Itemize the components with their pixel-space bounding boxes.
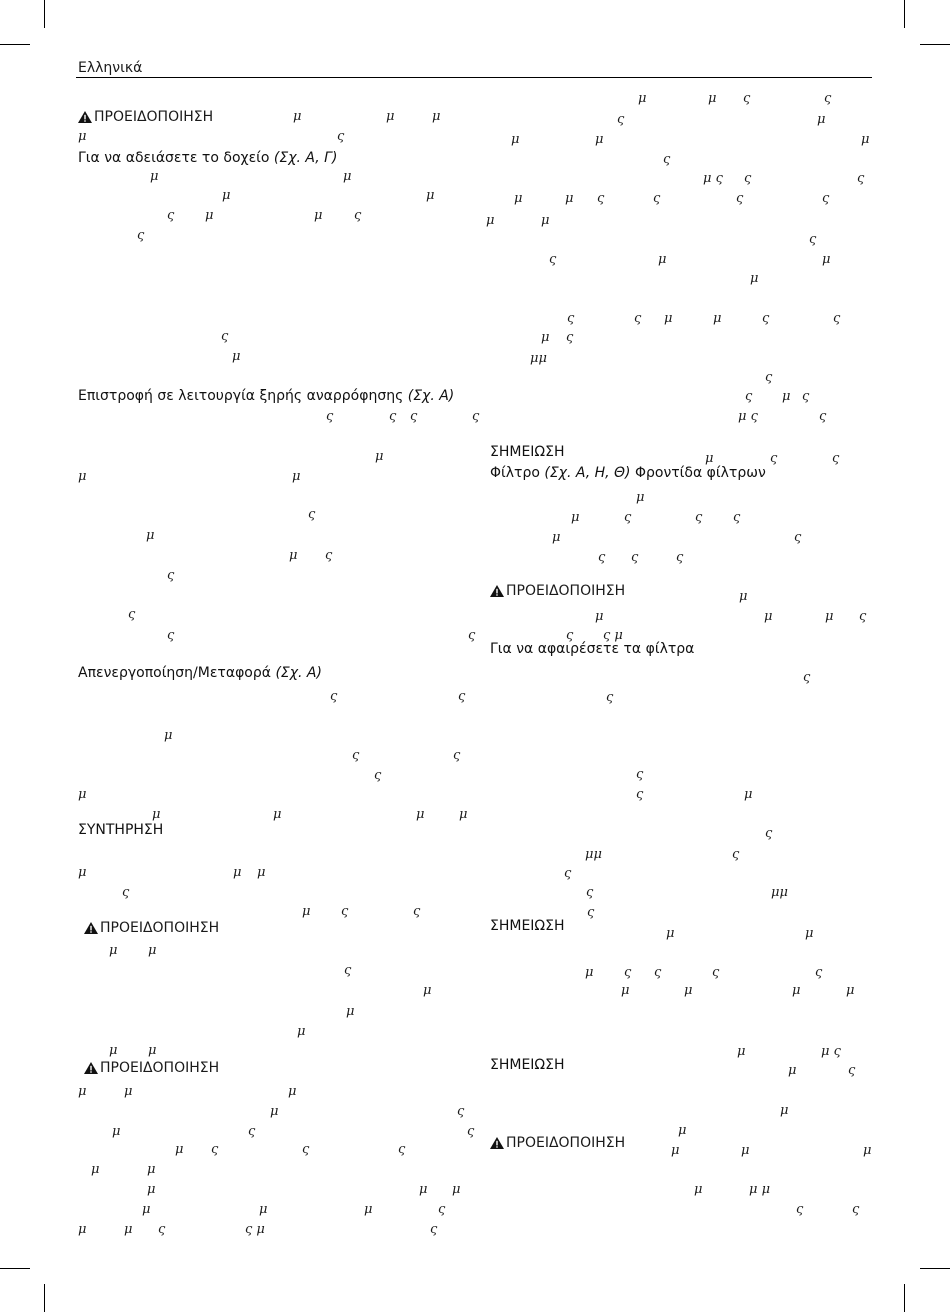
warning-label: ΠΡΟΕΙΔΟΠΟΙΗΣΗ (506, 1135, 626, 1151)
glyph-fragment: ς (337, 129, 345, 144)
glyph-fragment: ς (167, 208, 175, 223)
glyph-fragment: μ (750, 271, 759, 286)
crop-mark (920, 44, 950, 45)
empty-tank-heading: Για να αδειάσετε το δοχείο (Σχ. A, Γ) (78, 150, 338, 166)
glyph-fragment: μ (78, 129, 87, 144)
glyph-fragment: ς (167, 628, 175, 643)
glyph-fragment: μ (426, 188, 435, 203)
glyph-fragment: μ (846, 983, 855, 998)
glyph-fragment: μ (788, 1063, 797, 1078)
glyph-fragment: μ (259, 1202, 268, 1217)
glyph-fragment: μ (822, 252, 831, 267)
glyph-fragment: μ (375, 449, 384, 464)
warning-block (490, 584, 625, 598)
glyph-fragment: ς (695, 510, 703, 525)
glyph-fragment: μ (671, 1143, 680, 1158)
glyph-fragment: μ (741, 1143, 750, 1158)
glyph-fragment: μ (780, 1103, 789, 1118)
glyph-fragment: ς (832, 451, 840, 466)
glyph-fragment: μ (595, 609, 604, 624)
glyph-fragment: ς (815, 965, 823, 980)
glyph-fragment: μ (78, 1222, 87, 1237)
glyph-fragment: ς (122, 885, 130, 900)
glyph-fragment: μ (142, 1202, 151, 1217)
glyph-fragment: μ (222, 188, 231, 203)
glyph-fragment: μ ς (821, 1044, 841, 1059)
glyph-fragment: ς μ (245, 1222, 265, 1237)
glyph-fragment: μ (148, 943, 157, 958)
glyph-fragment: ς (636, 787, 644, 802)
glyph-fragment: ς (389, 409, 397, 424)
glyph-fragment: ς (566, 628, 574, 643)
glyph-fragment: μ (782, 389, 791, 404)
warning-block (78, 110, 213, 124)
glyph-fragment: μμ (585, 847, 602, 862)
glyph-fragment: μ (452, 1182, 461, 1197)
warning-triangle-icon (84, 922, 98, 934)
glyph-fragment: ς (586, 885, 594, 900)
glyph-fragment: μ (805, 926, 814, 941)
glyph-fragment: μ (273, 807, 282, 822)
glyph-fragment: μ (150, 169, 159, 184)
glyph-fragment: ς (587, 905, 595, 920)
glyph-fragment: μ (541, 330, 550, 345)
glyph-fragment: μ μ (749, 1182, 771, 1197)
glyph-fragment: μ (314, 208, 323, 223)
glyph-fragment: μ (595, 132, 604, 147)
glyph-fragment: ς (566, 330, 574, 345)
glyph-fragment: μ (514, 191, 523, 206)
glyph-fragment: μ (585, 965, 594, 980)
glyph-fragment: μ (459, 807, 468, 822)
glyph-fragment: μ (571, 510, 580, 525)
glyph-fragment: μ (744, 787, 753, 802)
glyph-fragment: μ (664, 311, 673, 326)
glyph-fragment: μ (541, 213, 550, 228)
glyph-fragment: ς (374, 768, 382, 783)
glyph-fragment: ς (137, 228, 145, 243)
filter-heading: Φίλτρο (Σχ. A, H, Θ) Φροντίδα φίλτρων (490, 465, 766, 481)
glyph-fragment: μ (343, 169, 352, 184)
glyph-fragment: ς (326, 409, 334, 424)
glyph-fragment: μ (817, 112, 826, 127)
warning-triangle-icon (490, 585, 504, 597)
glyph-fragment: ς (430, 1222, 438, 1237)
glyph-fragment: ς (564, 866, 572, 881)
glyph-fragment: μ (124, 1222, 133, 1237)
glyph-fragment: μ (764, 609, 773, 624)
page-language: Ελληνικά (78, 60, 143, 76)
glyph-fragment: ς (765, 826, 773, 841)
glyph-fragment: ς (330, 689, 338, 704)
warning-triangle-icon (78, 111, 92, 123)
glyph-fragment: μ (112, 1124, 121, 1139)
crop-mark (920, 1268, 950, 1269)
glyph-fragment: ς (211, 1142, 219, 1157)
glyph-fragment: ς (472, 409, 480, 424)
glyph-fragment: μ (346, 1004, 355, 1019)
crop-mark (44, 0, 45, 28)
warning-block (84, 921, 219, 935)
glyph-fragment: μ (416, 807, 425, 822)
glyph-fragment: μ (91, 1162, 100, 1177)
glyph-fragment: ς (467, 1124, 475, 1139)
glyph-fragment: ς (624, 510, 632, 525)
glyph-fragment: ς (631, 550, 639, 565)
glyph-fragment: μ (297, 1024, 306, 1039)
glyph-fragment: ς (128, 607, 136, 622)
warning-label: ΠΡΟΕΙΔΟΠΟΙΗΣΗ (506, 583, 626, 599)
glyph-fragment: μ (705, 451, 714, 466)
glyph-fragment: ς (438, 1202, 446, 1217)
glyph-fragment: μ (364, 1202, 373, 1217)
glyph-fragment: μ (232, 349, 241, 364)
warning-label: ΠΡΟΕΙΔΟΠΟΙΗΣΗ (100, 920, 220, 936)
glyph-fragment: μ (638, 91, 647, 106)
glyph-fragment: μ (78, 787, 87, 802)
glyph-fragment: μ (302, 904, 311, 919)
glyph-fragment: μμ (530, 351, 547, 366)
glyph-fragment: ς (549, 252, 557, 267)
remove-filters-heading: Για να αφαιρέσετε τα φίλτρα (490, 641, 695, 657)
warning-triangle-icon (84, 1062, 98, 1074)
glyph-fragment: ς (325, 548, 333, 563)
glyph-fragment: ς (221, 329, 229, 344)
glyph-fragment: ς (852, 1202, 860, 1217)
glyph-fragment: μ (423, 983, 432, 998)
warning-label: ΠΡΟΕΙΔΟΠΟΙΗΣΗ (100, 1060, 220, 1076)
glyph-fragment: ς (733, 510, 741, 525)
glyph-fragment: μ (289, 548, 298, 563)
glyph-fragment: μ (511, 132, 520, 147)
glyph-fragment: μ (792, 983, 801, 998)
glyph-fragment: ς (859, 609, 867, 624)
glyph-fragment: μ (861, 132, 870, 147)
glyph-fragment: μ (78, 865, 87, 880)
glyph-fragment: ς (597, 191, 605, 206)
glyph-fragment: μμ (771, 885, 788, 900)
glyph-fragment: μ (658, 252, 667, 267)
glyph-fragment: ς (413, 904, 421, 919)
glyph-fragment: ς (732, 847, 740, 862)
glyph-fragment: ς (770, 451, 778, 466)
glyph-fragment: μ (124, 1084, 133, 1099)
glyph-fragment: ς (634, 311, 642, 326)
glyph-fragment: μ (147, 1182, 156, 1197)
glyph-fragment: μ (666, 926, 675, 941)
glyph-fragment: ς (745, 389, 753, 404)
glyph-fragment: ς (636, 767, 644, 782)
note-label: ΣΗΜΕΙΩΣΗ (490, 1057, 565, 1073)
glyph-fragment: μ (694, 1182, 703, 1197)
glyph-fragment: μ (419, 1182, 428, 1197)
glyph-fragment: ς (857, 171, 865, 186)
glyph-fragment: μ (621, 983, 630, 998)
glyph-fragment: ς (822, 191, 830, 206)
glyph-fragment: ς (410, 409, 418, 424)
glyph-fragment: ς (341, 904, 349, 919)
glyph-fragment: ς (824, 91, 832, 106)
glyph-fragment: ς (453, 748, 461, 763)
dry-mode-heading: Επιστροφή σε λειτουργία ξηρής αναρρόφησης (Σχ. A) (78, 388, 455, 404)
glyph-fragment: ς (248, 1124, 256, 1139)
warning-block (84, 1061, 219, 1075)
glyph-fragment: ς (712, 965, 720, 980)
glyph-fragment: μ (78, 469, 87, 484)
glyph-fragment: μ (825, 609, 834, 624)
glyph-fragment: μ (863, 1143, 872, 1158)
crop-mark (0, 1268, 30, 1269)
glyph-fragment: μ (708, 91, 717, 106)
glyph-fragment: ς (819, 409, 827, 424)
glyph-fragment: ς (458, 689, 466, 704)
note-label: ΣΗΜΕΙΩΣΗ (490, 444, 565, 460)
glyph-fragment: μ (293, 109, 302, 124)
glyph-fragment: ς (803, 670, 811, 685)
glyph-fragment: μ (270, 1104, 279, 1119)
glyph-fragment: ς (833, 311, 841, 326)
glyph-fragment: ς μ (603, 628, 623, 643)
glyph-fragment: ς (158, 1222, 166, 1237)
glyph-fragment: ς (457, 1104, 465, 1119)
glyph-fragment: ς (802, 389, 810, 404)
crop-mark (0, 44, 30, 45)
glyph-fragment: ς (302, 1142, 310, 1157)
glyph-fragment: ς (848, 1063, 856, 1078)
glyph-fragment: ς (809, 232, 817, 247)
shutdown-heading: Απενεργοποίηση/Μεταφορά (Σχ. A) (78, 665, 322, 681)
glyph-fragment: μ (257, 865, 266, 880)
crop-mark (904, 1284, 905, 1312)
warning-block (490, 1136, 625, 1150)
glyph-fragment: μ ς (738, 409, 758, 424)
glyph-fragment: μ (684, 983, 693, 998)
crop-mark (904, 0, 905, 28)
glyph-fragment: ς (344, 963, 352, 978)
glyph-fragment: ς (624, 965, 632, 980)
glyph-fragment: μ (636, 490, 645, 505)
glyph-fragment: ς (398, 1142, 406, 1157)
glyph-fragment: ς (796, 1202, 804, 1217)
glyph-fragment: μ (552, 530, 561, 545)
glyph-fragment: ς (167, 568, 175, 583)
glyph-fragment: μ (109, 943, 118, 958)
glyph-fragment: ς (663, 152, 671, 167)
glyph-fragment: ς (743, 91, 751, 106)
glyph-fragment: ς (653, 191, 661, 206)
glyph-fragment: μ (713, 311, 722, 326)
glyph-fragment: ς (794, 530, 802, 545)
glyph-fragment: μ (737, 1044, 746, 1059)
glyph-fragment: μ (146, 528, 155, 543)
glyph-fragment: μ (164, 728, 173, 743)
glyph-fragment: ς (676, 550, 684, 565)
glyph-fragment: μ (109, 1043, 118, 1058)
glyph-fragment: ς (762, 311, 770, 326)
glyph-fragment: μ (565, 191, 574, 206)
glyph-fragment: μ (292, 469, 301, 484)
glyph-fragment: ς (308, 507, 316, 522)
header-rule (76, 77, 872, 78)
maintenance-heading: ΣΥΝΤΗΡΗΣΗ (78, 822, 164, 838)
glyph-fragment: μ (78, 1084, 87, 1099)
glyph-fragment: μ (233, 865, 242, 880)
warning-label: ΠΡΟΕΙΔΟΠΟΙΗΣΗ (94, 109, 214, 125)
glyph-fragment: ς (765, 370, 773, 385)
warning-triangle-icon (490, 1137, 504, 1149)
glyph-fragment: ς (606, 690, 614, 705)
glyph-fragment: ς (744, 171, 752, 186)
glyph-fragment: μ (205, 208, 214, 223)
glyph-fragment: μ (432, 109, 441, 124)
glyph-fragment: μ (486, 213, 495, 228)
glyph-fragment: ς (354, 208, 362, 223)
glyph-fragment: ς (654, 965, 662, 980)
glyph-fragment: ς (468, 628, 476, 643)
glyph-fragment: μ (152, 807, 161, 822)
glyph-fragment: μ ς (703, 171, 723, 186)
glyph-fragment: μ (386, 109, 395, 124)
glyph-fragment: μ (175, 1142, 184, 1157)
glyph-fragment: μ (678, 1123, 687, 1138)
glyph-fragment: ς (598, 550, 606, 565)
glyph-fragment: ς (736, 191, 744, 206)
glyph-fragment: μ (147, 1162, 156, 1177)
note-label: ΣΗΜΕΙΩΣΗ (490, 918, 565, 934)
glyph-fragment: μ (288, 1084, 297, 1099)
glyph-fragment: ς (617, 112, 625, 127)
crop-mark (44, 1284, 45, 1312)
glyph-fragment: ς (352, 748, 360, 763)
glyph-fragment: μ (739, 589, 748, 604)
glyph-fragment: ς (567, 311, 575, 326)
glyph-fragment: μ (148, 1043, 157, 1058)
